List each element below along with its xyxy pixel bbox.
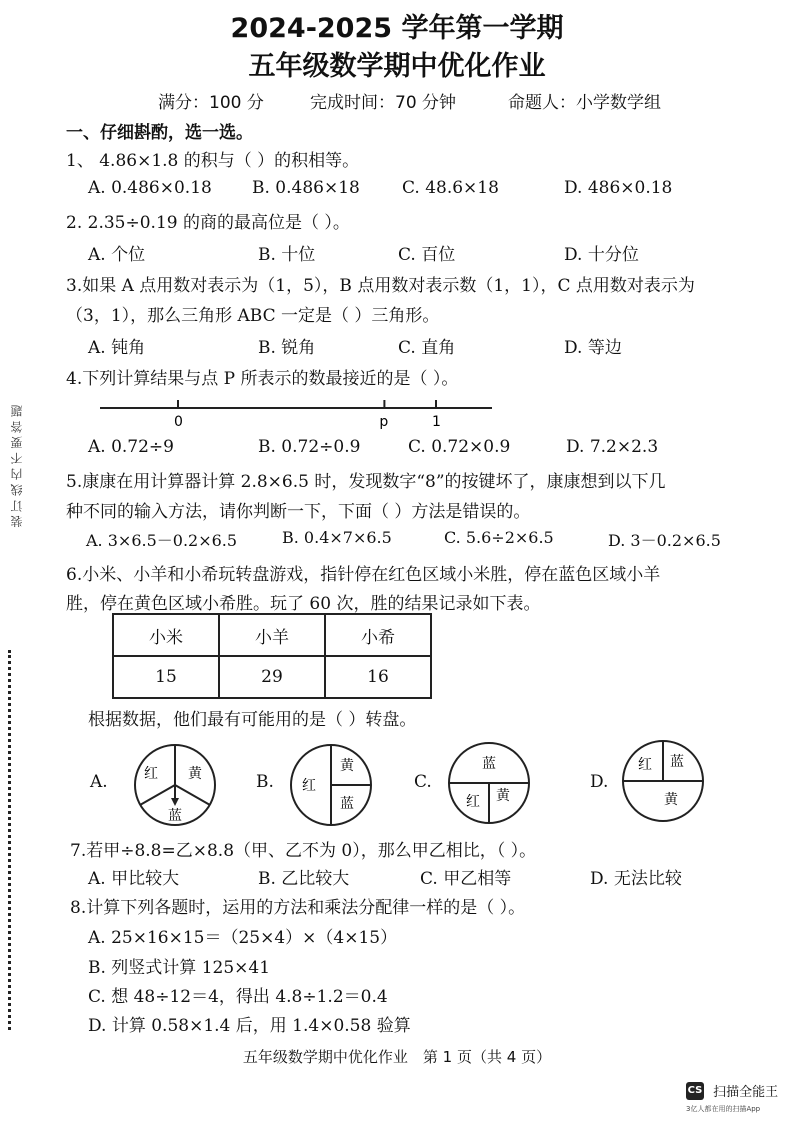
q2-option-b: B. 十位	[258, 245, 316, 265]
q3-option-c: C. 直角	[398, 338, 456, 358]
q5-stem-line-1: 5.康康在用计算器计算 2.8×6.5 时，发现数字“8”的按键坏了，康康想到以下几	[66, 472, 666, 492]
spinner-c-blue: 蓝	[482, 756, 496, 772]
q4-stem: 4.下列计算结果与点 P 所表示的数最接近的是（ ）。	[66, 369, 459, 389]
spinner-a	[130, 740, 220, 830]
q3-stem-line-1: 3.如果 A 点用数对表示为（1，5），B 点用数对表示数（1，1），C 点用数对表示为	[66, 276, 695, 296]
q7-option-b: B. 乙比较大	[258, 869, 350, 889]
q1-option-a: A. 0.486×0.18	[88, 178, 212, 198]
table-header-cell: 小米	[113, 614, 219, 656]
q2-stem: 2. 2.35÷0.19 的商的最高位是（ ）。	[66, 213, 350, 233]
q7-option-a: A. 甲比较大	[88, 869, 180, 889]
table-header-row	[113, 614, 431, 656]
spinner-d-blue: 蓝	[670, 754, 684, 770]
q6-stem-line-3: 根据数据，他们最有可能用的是（ ）转盘。	[88, 710, 417, 730]
q4-option-d: D. 7.2×2.3	[566, 437, 659, 457]
q2-option-a: A. 个位	[88, 245, 146, 265]
q6-stem-line-2: 胜，停在黄色区域小希胜。玩了 60 次，胜的结果记录如下表。	[66, 594, 541, 614]
spinner-b-red: 红	[302, 778, 316, 794]
q4-option-c: C. 0.72×0.9	[408, 437, 511, 457]
pointer-arrow-icon	[171, 798, 179, 806]
title-line-2: 五年级数学期中优化作业	[248, 51, 546, 82]
table-header-cell: 小希	[325, 614, 431, 656]
label-p: p	[379, 414, 389, 430]
author: 命题人：小学数学组	[508, 93, 661, 113]
page-footer: 五年级数学期中优化作业 第 1 页（共 4 页）	[242, 1048, 552, 1066]
table-header-cell: 小羊	[219, 614, 325, 656]
scanner-name: 扫描全能王	[713, 1085, 779, 1100]
q5-option-b: B. 0.4×7×6.5	[282, 528, 392, 547]
q2-option-c: C. 百位	[398, 245, 456, 265]
q7-option-c: C. 甲乙相等	[420, 869, 512, 889]
q6-option-b-label: B.	[256, 772, 274, 792]
spinner-a-yellow: 黄	[188, 766, 202, 782]
q8-option-c: C. 想 48÷12＝4，得出 4.8÷1.2＝0.4	[88, 987, 388, 1007]
q6-option-a-label: A.	[90, 772, 108, 792]
q3-option-b: B. 锐角	[258, 338, 316, 358]
spinner-d-red: 红	[638, 757, 652, 773]
q2-option-d: D. 十分位	[564, 245, 639, 265]
label-1: 1	[432, 414, 441, 430]
table-cell: 16	[325, 656, 431, 698]
spinner-d	[618, 736, 708, 826]
q6-option-d-label: D.	[590, 772, 609, 792]
q7-stem: 7.若甲÷8.8=乙×8.8（甲、乙不为 0），那么甲乙相比，（ ）。	[70, 841, 537, 861]
spinner-a-blue: 蓝	[168, 808, 182, 824]
scanner-watermark	[686, 1080, 779, 1113]
q6-stem-line-1: 6.小米、小羊和小希玩转盘游戏，指针停在红色区域小米胜，停在蓝色区域小羊	[66, 565, 661, 585]
scanner-logo-icon: CS	[686, 1082, 704, 1100]
spinner-c	[444, 738, 534, 828]
q3-option-d: D. 等边	[564, 338, 622, 358]
q7-option-d: D. 无法比较	[590, 869, 682, 889]
q1-option-c: C. 48.6×18	[402, 178, 499, 198]
table-cell: 15	[113, 656, 219, 698]
label-0: 0	[174, 414, 183, 430]
q8-option-b: B. 列竖式计算 125×41	[88, 958, 271, 978]
q5-option-c: C. 5.6÷2×6.5	[444, 528, 554, 547]
full-score: 满分：100 分	[158, 93, 264, 113]
q1-option-d: D. 486×0.18	[564, 178, 673, 198]
q1-option-b: B. 0.486×18	[252, 178, 360, 198]
table-row	[113, 656, 431, 698]
q4-option-a: A. 0.72÷9	[88, 437, 174, 457]
results-table	[112, 613, 432, 699]
q8-option-d: D. 计算 0.58×1.4 后，用 1.4×0.58 验算	[88, 1016, 411, 1036]
section-1-title: 一、仔细斟酌，选一选。	[66, 123, 253, 143]
q8-stem: 8.计算下列各题时，运用的方法和乘法分配律一样的是（ ）。	[70, 898, 526, 918]
q5-stem-line-2: 种不同的输入方法，请你判断一下，下面（ ）方法是错误的。	[66, 502, 531, 522]
scanner-tagline: 3亿人都在用的扫描App	[686, 1105, 761, 1113]
q5-option-d: D. 3－0.2×6.5	[608, 531, 721, 550]
spinner-a-red: 红	[144, 766, 158, 782]
binding-dotted-line	[8, 650, 15, 1030]
q5-option-a: A. 3×6.5－0.2×6.5	[86, 531, 238, 550]
q1-stem: 1、 4.86×1.8 的积与（ ）的积相等。	[66, 151, 360, 171]
spinner-c-yellow: 黄	[496, 788, 510, 804]
number-line	[96, 394, 496, 430]
q3-option-a: A. 钝角	[88, 338, 146, 358]
q4-option-b: B. 0.72÷0.9	[258, 437, 361, 457]
spinner-b-blue: 蓝	[340, 796, 354, 812]
spinner-c-red: 红	[466, 794, 480, 810]
binding-margin-text: 装 订 线 内 不 要 答 题	[10, 405, 24, 528]
q3-stem-line-2: （3，1），那么三角形 ABC 一定是（ ）三角形。	[66, 306, 440, 326]
spinner-d-yellow: 黄	[664, 792, 678, 808]
spinner-b	[286, 740, 376, 830]
q6-option-c-label: C.	[414, 772, 432, 792]
time-limit: 完成时间：70 分钟	[310, 93, 457, 113]
title-line-1: 2024-2025 学年第一学期	[230, 13, 564, 44]
q8-option-a: A. 25×16×15＝（25×4）×（4×15）	[88, 928, 398, 948]
table-cell: 29	[219, 656, 325, 698]
spinner-b-yellow: 黄	[340, 758, 354, 774]
